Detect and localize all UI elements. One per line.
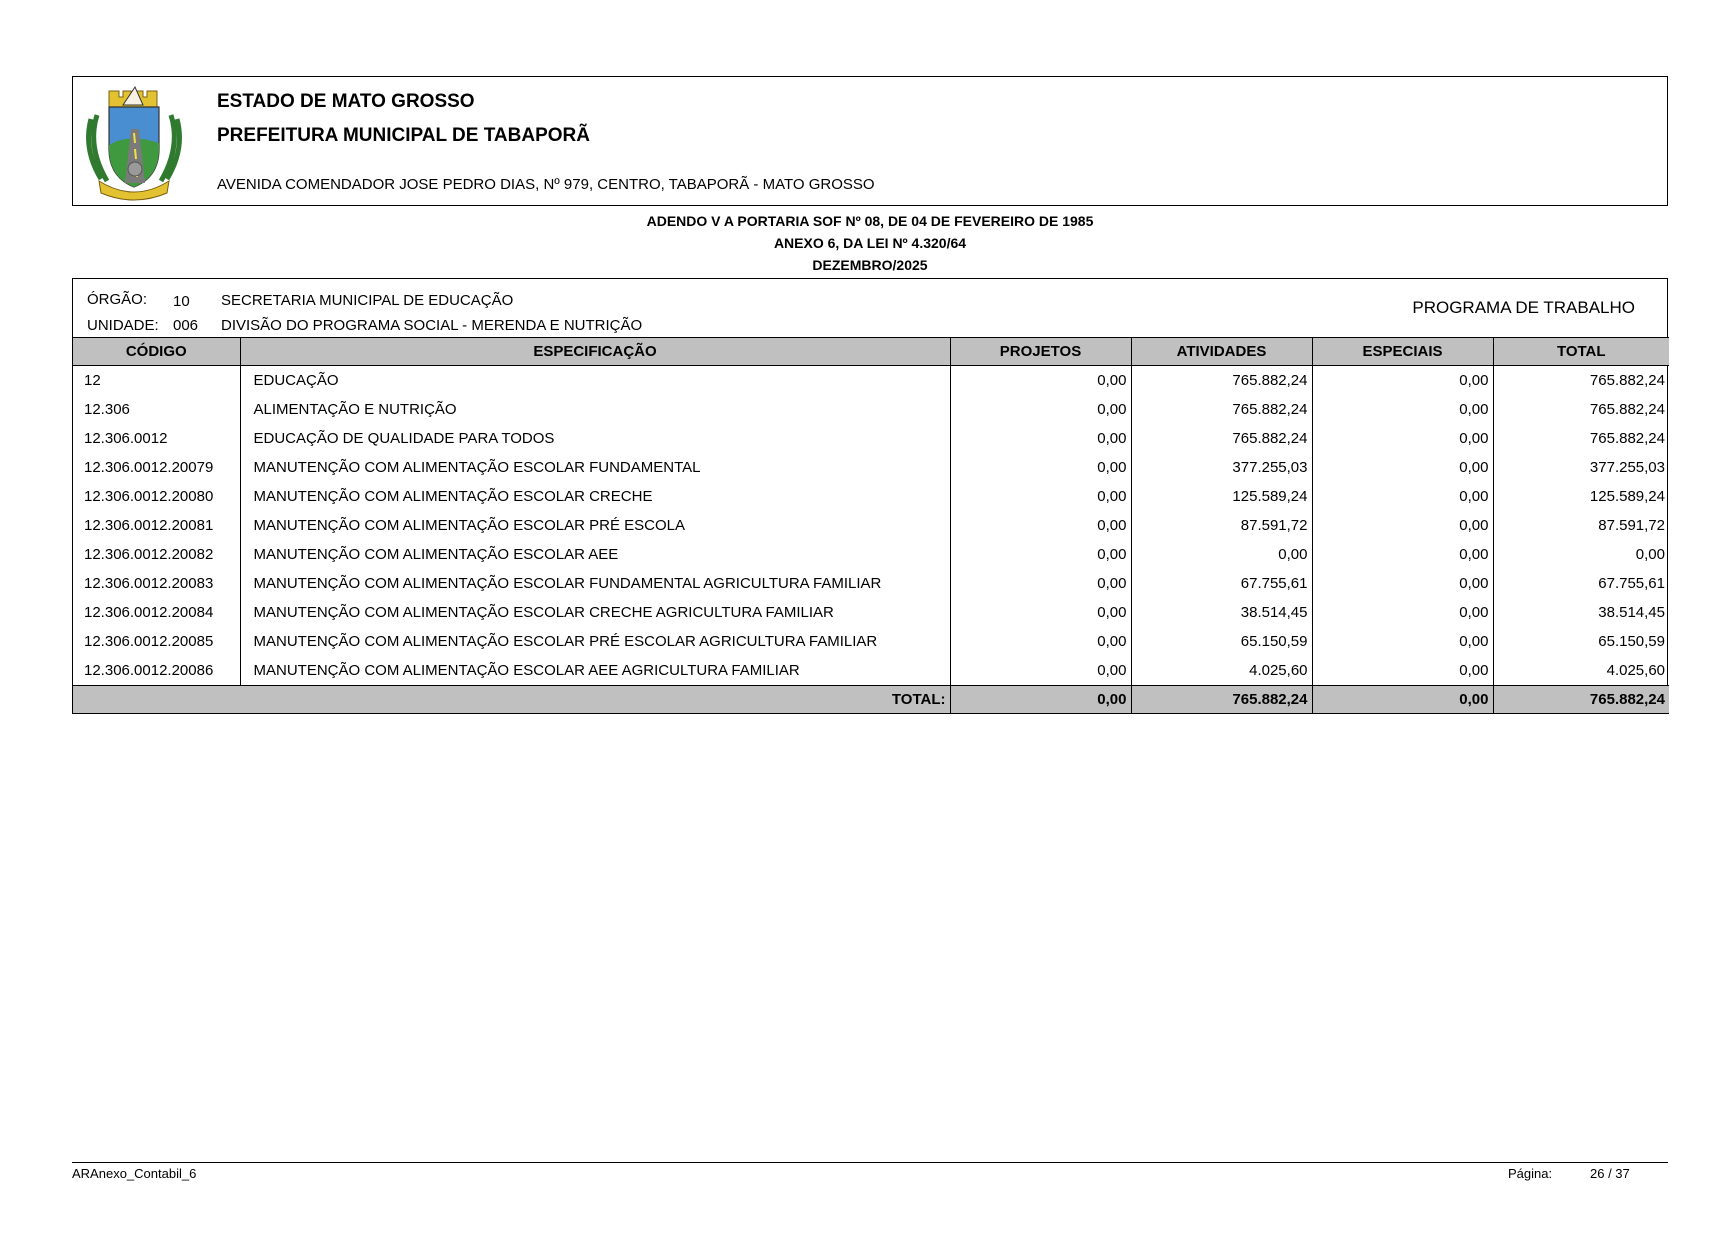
cell-especiais: 0,00 [1312,627,1493,656]
cell-especificacao: MANUTENÇÃO COM ALIMENTAÇÃO ESCOLAR AEE [240,540,950,569]
page-number: 26 / 37 [1590,1166,1630,1181]
cell-projetos: 0,00 [950,482,1131,511]
cell-especificacao: MANUTENÇÃO COM ALIMENTAÇÃO ESCOLAR FUNDAMENTAL [240,453,950,482]
cell-codigo: 12.306 [73,395,240,424]
cell-especiais: 0,00 [1312,395,1493,424]
cell-total: 4.025,60 [1606,662,1665,679]
unidade-name: DIVISÃO DO PROGRAMA SOCIAL - MERENDA E NUTRIÇÃO [221,317,643,334]
cell-atividades: 765.882,24 [1131,366,1312,396]
cell-especificacao: MANUTENÇÃO COM ALIMENTAÇÃO ESCOLAR CRECHE [240,482,950,511]
report-titles [72,210,1668,276]
cell-atividades: 765.882,24 [1131,395,1312,424]
cell-atividades: 125.589,24 [1131,482,1312,511]
unidade-label: UNIDADE: [87,317,159,334]
page-label: Página: [1508,1166,1553,1181]
report-table-box [72,278,1668,714]
cell-especificacao: MANUTENÇÃO COM ALIMENTAÇÃO ESCOLAR AEE AGRICULTURA FAMILIAR [240,656,950,686]
cell-codigo: 12.306.0012.20085 [73,627,240,656]
table-row [73,453,1669,482]
table-row [73,540,1669,569]
cell-codigo: 12.306.0012.20083 [73,569,240,598]
cell-total: 38.514,45 [1598,604,1665,621]
cell-projetos: 0,00 [950,569,1131,598]
cell-especificacao: MANUTENÇÃO COM ALIMENTAÇÃO ESCOLAR PRÉ ESCOLA [240,511,950,540]
header-codigo: CÓDIGO [73,338,240,366]
total-especiais: 0,00 [1312,686,1493,714]
cell-especificacao: MANUTENÇÃO COM ALIMENTAÇÃO ESCOLAR FUNDAMENTAL AGRICULTURA FAMILIAR [240,569,950,598]
cell-total: 765.882,24 [1589,401,1665,418]
table-header-row [73,338,1669,366]
cell-projetos: 0,00 [950,453,1131,482]
title-line-3: DEZEMBRO/2025 [812,257,928,273]
cell-atividades: 38.514,45 [1131,598,1312,627]
cell-total: 765.882,24 [1589,430,1665,447]
cell-especiais: 0,00 [1312,366,1493,396]
cell-especiais: 0,00 [1312,424,1493,453]
cell-atividades: 765.882,24 [1131,424,1312,453]
title-line-1: ADENDO V A PORTARIA SOF Nº 08, DE 04 DE FEVEREIRO DE 1985 [646,213,1094,229]
prefecture-address: AVENIDA COMENDADOR JOSE PEDRO DIAS, Nº 979, CENTRO, TABAPORÃ - MATO GROSSO [217,176,875,193]
cell-especificacao: EDUCAÇÃO [240,366,950,396]
table-row [73,424,1669,453]
cell-especiais: 0,00 [1312,569,1493,598]
cell-codigo: 12.306.0012.20079 [73,453,240,482]
cell-codigo: 12.306.0012 [73,424,240,453]
cell-projetos: 0,00 [950,395,1131,424]
table-row [73,366,1669,396]
cell-especificacao: ALIMENTAÇÃO E NUTRIÇÃO [240,395,950,424]
cell-projetos: 0,00 [950,511,1131,540]
footer-divider [72,1162,1668,1163]
table-row [73,395,1669,424]
program-label: PROGRAMA DE TRABALHO [1412,298,1635,317]
cell-codigo: 12.306.0012.20082 [73,540,240,569]
cell-total: 67.755,61 [1598,575,1665,592]
cell-atividades: 0,00 [1131,540,1312,569]
total-label: TOTAL: [73,686,950,714]
cell-atividades: 65.150,59 [1131,627,1312,656]
cell-especiais: 0,00 [1312,453,1493,482]
header-total: TOTAL [1493,338,1669,366]
table-row [73,569,1669,598]
cell-total: 87.591,72 [1598,517,1665,534]
cell-especiais: 0,00 [1312,656,1493,686]
cell-especiais: 0,00 [1312,540,1493,569]
header-especificacao: ESPECIFICAÇÃO [240,338,950,366]
cell-especificacao: MANUTENÇÃO COM ALIMENTAÇÃO ESCOLAR CRECHE AGRICULTURA FAMILIAR [240,598,950,627]
report-id: ARAnexo_Contabil_6 [72,1166,197,1181]
budget-table [73,337,1669,714]
cell-especiais: 0,00 [1312,482,1493,511]
table-total-row [73,686,1669,714]
cell-projetos: 0,00 [950,656,1131,686]
table-row [73,627,1669,656]
state-name: ESTADO DE MATO GROSSO [217,91,475,112]
header-atividades: ATIVIDADES [1131,338,1312,366]
cell-codigo: 12.306.0012.20084 [73,598,240,627]
cell-especificacao: EDUCAÇÃO DE QUALIDADE PARA TODOS [240,424,950,453]
cell-atividades: 67.755,61 [1131,569,1312,598]
cell-codigo: 12.306.0012.20086 [73,656,240,686]
header-projetos: PROJETOS [950,338,1131,366]
cell-projetos: 0,00 [950,540,1131,569]
cell-codigo: 12.306.0012.20080 [73,482,240,511]
org-info [73,279,1667,337]
cell-projetos: 0,00 [950,598,1131,627]
cell-projetos: 0,00 [950,424,1131,453]
municipal-crest-icon [79,85,189,203]
cell-atividades: 377.255,03 [1131,453,1312,482]
table-row [73,482,1669,511]
cell-total: 125.589,24 [1589,488,1665,505]
total-total: 765.882,24 [1493,686,1669,714]
cell-especiais: 0,00 [1312,511,1493,540]
cell-codigo: 12 [73,366,240,396]
total-atividades: 765.882,24 [1131,686,1312,714]
cell-total: 65.150,59 [1598,633,1665,650]
cell-atividades: 87.591,72 [1131,511,1312,540]
cell-total: 0,00 [1635,546,1665,563]
orgao-code: 10 [173,293,190,310]
cell-especiais: 0,00 [1312,598,1493,627]
cell-projetos: 0,00 [950,627,1131,656]
prefecture-name: PREFEITURA MUNICIPAL DE TABAPORÃ [217,125,590,146]
header-especiais: ESPECIAIS [1312,338,1493,366]
orgao-name: SECRETARIA MUNICIPAL DE EDUCAÇÃO [221,292,514,309]
header-box [72,76,1668,206]
total-projetos: 0,00 [950,686,1131,714]
cell-projetos: 0,00 [950,366,1131,396]
cell-especificacao: MANUTENÇÃO COM ALIMENTAÇÃO ESCOLAR PRÉ ESCOLAR AGRICULTURA FAMILIAR [240,627,950,656]
cell-atividades: 4.025,60 [1131,656,1312,686]
cell-codigo: 12.306.0012.20081 [73,511,240,540]
cell-total: 377.255,03 [1589,459,1665,476]
table-row [73,598,1669,627]
table-row [73,511,1669,540]
table-row [73,656,1669,686]
unidade-code: 006 [173,317,199,334]
cell-total: 765.882,24 [1589,372,1665,389]
title-line-2: ANEXO 6, DA LEI Nº 4.320/64 [773,235,967,251]
orgao-label: ÓRGÃO: [87,291,148,308]
